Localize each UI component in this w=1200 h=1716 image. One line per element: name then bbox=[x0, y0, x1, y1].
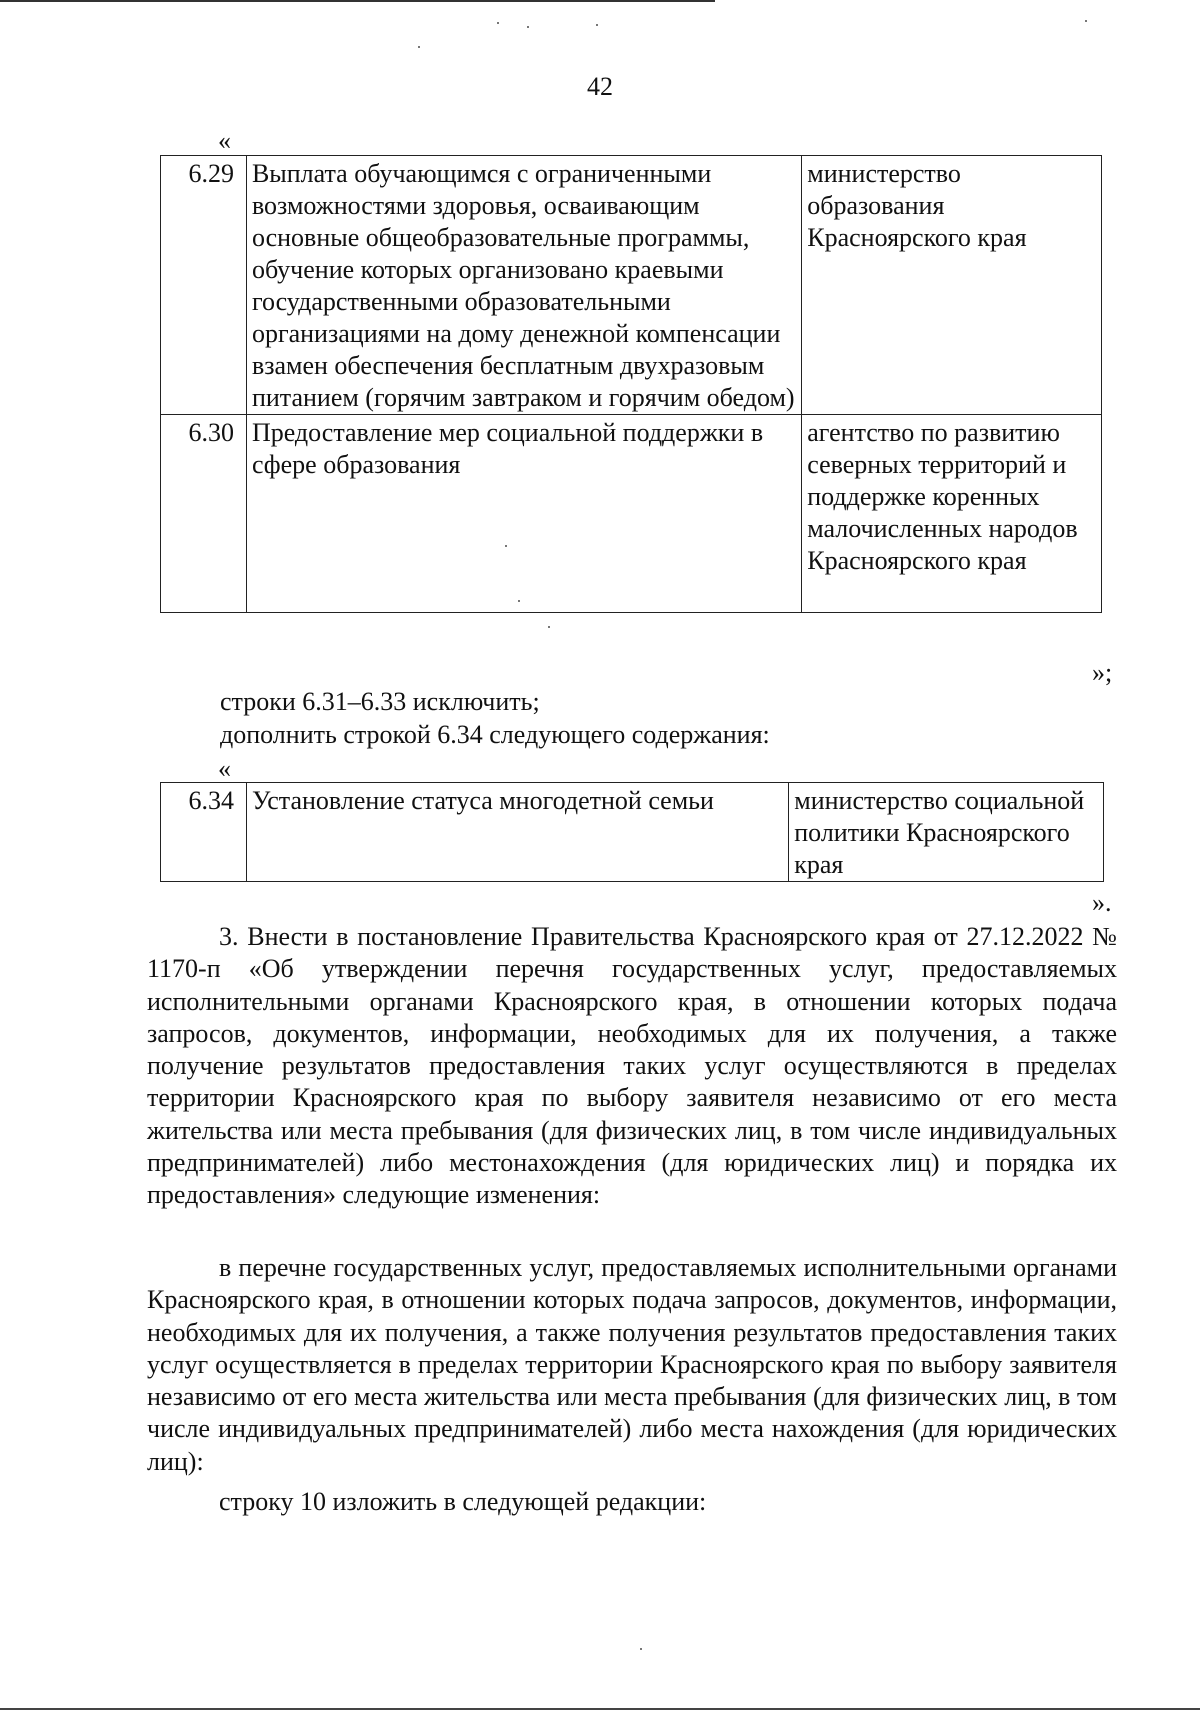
table-row bbox=[161, 415, 1102, 613]
scan-speck bbox=[497, 22, 499, 24]
scan-edge-bottom bbox=[0, 1708, 1200, 1710]
row-number: 6.34 bbox=[161, 783, 247, 882]
open-quote-2: « bbox=[218, 754, 231, 783]
agency-name: агентство по развитию северных территорий и поддержке коренных малочисленных народов Красноярского края bbox=[802, 415, 1102, 613]
table-row bbox=[161, 156, 1102, 415]
row-number: 6.29 bbox=[161, 156, 247, 415]
scan-edge-top bbox=[0, 0, 715, 2]
scan-speck bbox=[596, 24, 598, 26]
open-quote-1: « bbox=[218, 126, 231, 155]
instruction-add-row: дополнить строкой 6.34 следующего содержания: bbox=[220, 720, 770, 749]
scan-speck bbox=[640, 1648, 642, 1650]
paragraph-list-change: в перечне государственных услуг, предоставляемых исполнительными органами Красноярского края, в отношении которых подача запросов, документов, информации, необходимых для их получения, а также получения результатов предоставления таких услуг осуществляется в пределах территории Красноярского края по выбору заявителя независимо от его места жительства или места пребывания (для физических лиц, в том числе индивидуальных предпринимателей) либо места нахождения (для юридических лиц): bbox=[147, 1253, 1117, 1476]
table-row bbox=[161, 783, 1104, 882]
agency-name: министерство социальной политики Красноярского края bbox=[789, 783, 1104, 882]
service-name: Предоставление мер социальной поддержки в сфере образования bbox=[246, 415, 801, 613]
instruction-exclude-rows: строки 6.31–6.33 исключить; bbox=[220, 687, 540, 716]
agency-name: министерство образования Красноярского края bbox=[802, 156, 1102, 415]
service-name: Установление статуса многодетной семьи bbox=[246, 783, 788, 882]
paragraph-row-10: строку 10 изложить в следующей редакции: bbox=[219, 1487, 707, 1516]
close-quote-2: ». bbox=[1092, 888, 1112, 917]
service-name: Выплата обучающимся с ограниченными возможностями здоровья, осваивающим основные общеобразовательные программы, обучение которых организовано краевыми государственными образовательными организациями на дому денежной компенсации взамен обеспечения бесплатным двухразовым питанием (горячим завтраком и горячим обедом) bbox=[246, 156, 801, 415]
close-quote-1: »; bbox=[1092, 658, 1113, 687]
page-number: 42 bbox=[587, 72, 613, 101]
row-number: 6.30 bbox=[161, 415, 247, 613]
paragraph-item-3: 3. Внести в постановление Правительства Красноярского края от 27.12.2022 № 1170-п «Об утверждении перечня государственных услуг, предоставляемых исполнительными органами Красноярского края, в отношении которых подача запросов, документов, информации, необходимых для их получения, а также получение результатов предоставления таких услуг осуществляются в пределах территории Красноярского края по выбору заявителя независимо от его места жительства или места пребывания (для физических лиц, в том числе индивидуальных предпринимателей) либо местонахождения (для юридических лиц) и порядка их предоставления» следующие изменения: bbox=[147, 922, 1117, 1210]
scan-speck bbox=[548, 626, 550, 628]
scan-speck bbox=[418, 46, 420, 48]
scan-speck bbox=[1085, 20, 1087, 22]
services-table-2 bbox=[160, 782, 1104, 882]
scan-speck bbox=[527, 26, 529, 28]
services-table-1 bbox=[160, 155, 1102, 613]
